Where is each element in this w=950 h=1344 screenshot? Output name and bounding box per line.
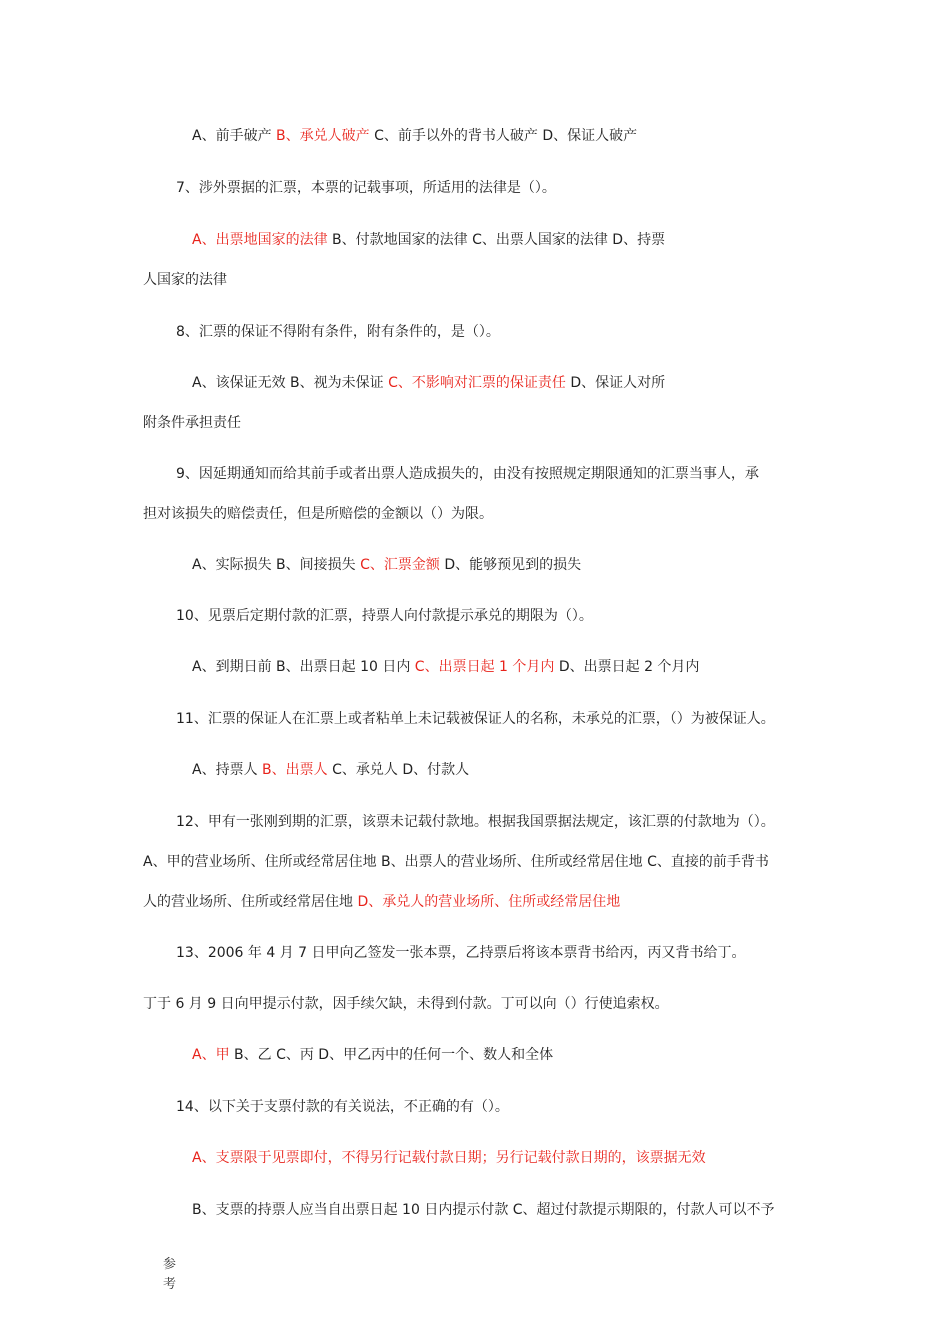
text-segment: A、实际损失 B、间接损失 <box>192 557 361 573</box>
text-segment: A、持票人 <box>192 762 263 778</box>
text-line <box>192 230 665 250</box>
text-line <box>143 994 669 1014</box>
text-line <box>143 413 241 433</box>
text-line <box>176 943 746 963</box>
text-line <box>176 178 556 198</box>
text-segment: A、到期日前 B、出票日起 10 日内 <box>192 659 415 675</box>
text-line <box>192 760 469 780</box>
text-segment: 13、2006 年 4 月 7 日甲向乙签发一张本票，乙持票后将该本票背书给丙，丙又背书给丁。 <box>176 945 746 961</box>
text-line <box>192 1148 706 1168</box>
answer-highlight: D、承兑人的营业场所、住所或经常居住地 <box>357 894 621 910</box>
text-line <box>176 1097 509 1117</box>
text-segment: 7、涉外票据的汇票，本票的记载事项，所适用的法律是（）。 <box>176 180 556 196</box>
answer-highlight: A、甲 <box>192 1047 230 1063</box>
text-segment: A、该保证无效 B、视为未保证 <box>192 375 389 391</box>
text-segment: 8、汇票的保证不得附有条件，附有条件的，是（）。 <box>176 324 500 340</box>
text-line <box>143 892 620 912</box>
text-segment: 11、汇票的保证人在汇票上或者粘单上未记载被保证人的名称，未承兑的汇票，（）为被保证人。 <box>176 711 775 727</box>
text-segment: C、前手以外的背书人破产 D、保证人破产 <box>369 128 638 144</box>
answer-highlight: C、出票日起 1 个月内 <box>414 659 555 675</box>
text-line <box>192 555 581 575</box>
answer-highlight: B、承兑人破产 <box>276 128 370 144</box>
text-segment: 人国家的法律 <box>143 272 227 288</box>
text-segment: 10、见票后定期付款的汇票，持票人向付款提示承兑的期限为（）。 <box>176 608 593 624</box>
text-segment: 12、甲有一张刚到期的汇票，该票未记载付款地。根据我国票据法规定，该汇票的付款地为（）。 <box>176 814 775 830</box>
text-segment: D、保证人对所 <box>565 375 666 391</box>
text-line <box>143 852 769 872</box>
text-line <box>192 1045 553 1065</box>
text-line <box>176 322 500 342</box>
answer-highlight: A、支票限于见票即付，不得另行记载付款日期；另行记载付款日期的，该票据无效 <box>192 1150 706 1166</box>
footer-char: 参 <box>163 1257 177 1272</box>
text-line <box>176 709 775 729</box>
text-segment: B、支票的持票人应当自出票日起 10 日内提示付款 C、超过付款提示期限的，付款人可以不予 <box>192 1202 775 1218</box>
text-segment: B、付款地国家的法律 C、出票人国家的法律 D、持票 <box>327 232 666 248</box>
answer-highlight: B、出票人 <box>262 762 328 778</box>
text-line <box>176 464 759 484</box>
text-line <box>143 504 493 524</box>
text-segment: 9、因延期通知而给其前手或者出票人造成损失的，由没有按照规定期限通知的汇票当事人，承 <box>176 466 759 482</box>
text-segment: B、乙 C、丙 D、甲乙丙中的任何一个、数人和全体 <box>229 1047 554 1063</box>
text-line <box>192 126 637 146</box>
footer-char: 考 <box>163 1277 177 1292</box>
footer-label <box>163 1255 179 1295</box>
answer-highlight: C、不影响对汇票的保证责任 <box>388 375 566 391</box>
text-line <box>192 1200 775 1220</box>
text-segment: 附条件承担责任 <box>143 415 241 431</box>
text-segment: 人的营业场所、住所或经常居住地 <box>143 894 358 910</box>
text-segment: A、甲的营业场所、住所或经常居住地 B、出票人的营业场所、住所或经常居住地 C、直接的前手背书 <box>143 854 769 870</box>
text-segment: D、能够预见到的损失 <box>439 557 582 573</box>
text-segment: C、承兑人 D、付款人 <box>327 762 470 778</box>
text-line <box>143 270 227 290</box>
text-segment: 担对该损失的赔偿责任，但是所赔偿的金额以（）为限。 <box>143 506 493 522</box>
text-line <box>192 657 699 677</box>
text-segment: 14、以下关于支票付款的有关说法，不正确的有（）。 <box>176 1099 509 1115</box>
text-segment: A、前手破产 <box>192 128 277 144</box>
answer-highlight: A、出票地国家的法律 <box>192 232 328 248</box>
text-line <box>192 373 665 393</box>
text-line <box>176 812 775 832</box>
text-segment: D、出票日起 2 个月内 <box>554 659 700 675</box>
answer-highlight: C、汇票金额 <box>360 557 440 573</box>
text-segment: 丁于 6 月 9 日向甲提示付款，因手续欠缺，未得到付款。丁可以向（）行使追索权。 <box>143 996 669 1012</box>
text-line <box>176 606 593 626</box>
